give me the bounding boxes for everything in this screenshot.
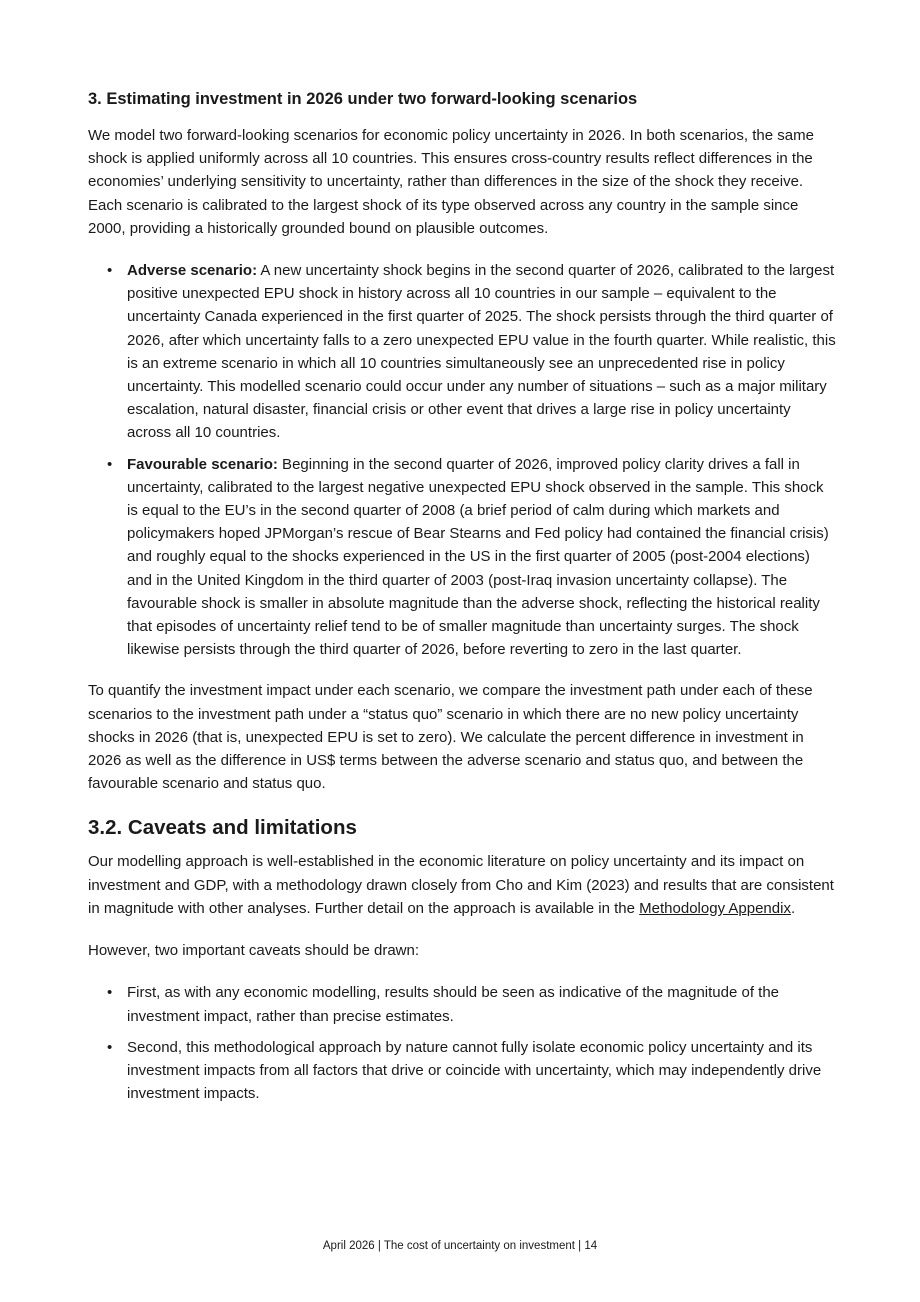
favourable-scenario-label: Favourable scenario:	[127, 455, 278, 473]
section-3-2-heading: 3.2. Caveats and limitations	[88, 816, 357, 840]
caveats-intro-text: Our modelling approach is well-established in the economic literature on policy uncertainty and its impact on investment and GDP, with a methodology drawn closely from Cho and Kim (2023) and results that are consistent in magnitude with other analyses. Further detail on the approach is available in the	[88, 853, 834, 917]
caveat-list	[88, 981, 836, 1105]
page-footer: April 2026 | The cost of uncertainty on investment | 14	[322, 1240, 598, 1252]
caveats-lead: However, two important caveats should be drawn:	[88, 942, 420, 960]
favourable-scenario-item	[127, 453, 836, 662]
adverse-scenario-label: Adverse scenario:	[127, 262, 258, 280]
caveats-intro	[88, 850, 836, 920]
section-3-intro: We model two forward-looking scenarios for economic policy uncertainty in 2026. In both scenarios, the same shock is applied uniformly across all 10 countries. This ensures cross-country results reflect differences in the economies’ underlying sensitivity to uncertainty, rather than differences in the size of the shock they receive. Each scenario is calibrated to the largest shock of its type observed across any country in the sample since 2000, providing a historically grounded bound on plausible outcomes.	[88, 127, 814, 237]
caveat-item-second: • Second, this methodological approach by nature cannot fully isolate economic policy uncertainty and its investment impacts from all factors that drive or coincide with uncertainty, which may independently drive investment impacts.	[127, 1036, 836, 1106]
section-3-heading: 3. Estimating investment in 2026 under two forward-looking scenarios	[88, 90, 638, 108]
caveat-item-first: • First, as with any economic modelling, results should be seen as indicative of the magnitude of the investment impact, rather than precise estimates.	[127, 981, 836, 1027]
section-3-closing: To quantify the investment impact under each scenario, we compare the investment path under each of these scenarios to the investment path under a “status quo” scenario in which there are no new policy uncertainty shocks in 2026 (that is, unexpected EPU is set to zero). We calculate the percent difference in investment in 2026 as well as the difference in US$ terms between the adverse scenario and status quo, and between the favourable scenario and status quo.	[88, 682, 813, 793]
adverse-scenario-item	[127, 259, 836, 445]
favourable-scenario-text: Beginning in the second quarter of 2026, improved policy clarity drives a fall in uncertainty, calibrated to the largest negative unexpected EPU shock observed in the sample. This shock is equal to the EU’s in the second quarter of 2008 (a brief period of calm during which markets and policymakers hoped JPMorgan’s rescue of Bear Stearns and Fed policy had contained the financial crisis) and roughly equal to the shocks experienced in the US in the first quarter of 2005 (post-2004 elections) and in the United Kingdom in the third quarter of 2003 (post-Iraq invasion uncertainty collapse). The favourable shock is smaller in absolute magnitude than the adverse shock, reflecting the historical reality that episodes of uncertainty relief tend to be of smaller magnitude than uncertainty surges. The shock likewise persists through the third quarter of 2026, before reverting to zero in the last quarter.	[127, 455, 829, 659]
adverse-scenario-text: A new uncertainty shock begins in the second quarter of 2026, calibrated to the largest positive unexpected EPU shock in history across all 10 countries in our sample – equivalent to the uncertainty Canada experienced in the first quarter of 2025. The shock persists through the third quarter of 2026, after which uncertainty falls to a zero unexpected EPU value in the fourth quarter. While realistic, this is an extreme scenario in which all 10 countries simultaneously see an unprecedented rise in policy uncertainty. This modelled scenario could occur under any number of situations – such as a major military escalation, natural disaster, financial crisis or other event that drives a large rise in policy uncertainty across all 10 countries.	[127, 262, 836, 442]
methodology-appendix-link[interactable]: Methodology Appendix	[639, 899, 791, 917]
scenario-list	[88, 259, 836, 661]
page-content	[88, 88, 836, 1123]
caveats-intro-end: .	[790, 899, 796, 917]
